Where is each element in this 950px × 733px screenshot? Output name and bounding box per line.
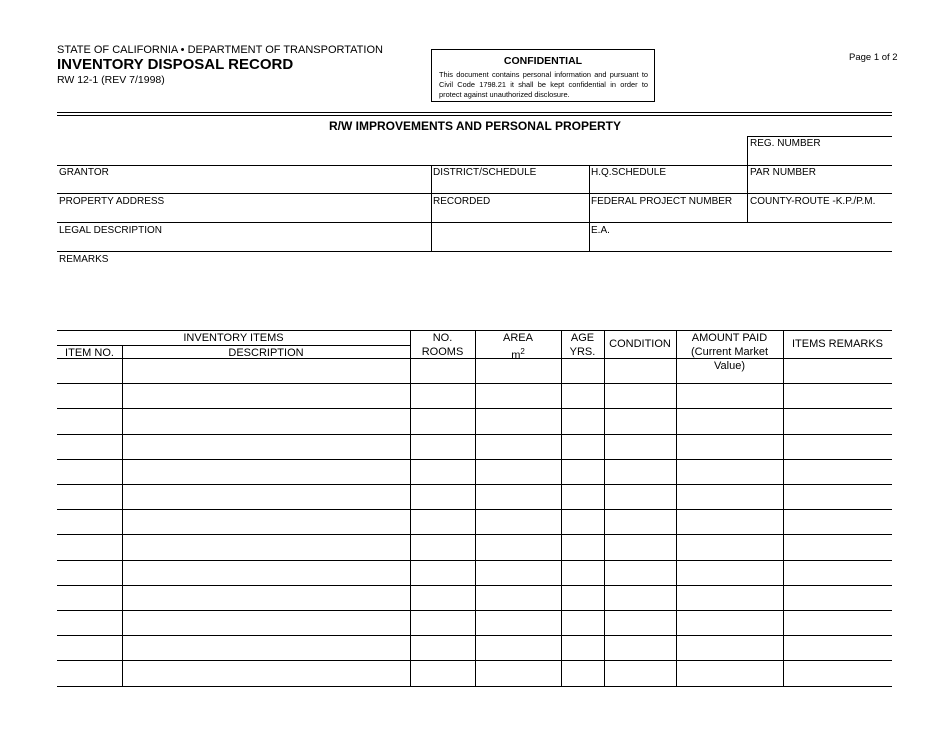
col-no-label: NO. bbox=[432, 332, 453, 344]
page-number: Page 1 of 2 bbox=[849, 52, 898, 63]
form-title: INVENTORY DISPOSAL RECORD bbox=[57, 56, 294, 73]
col-amount-paid bbox=[676, 331, 783, 373]
form-number: RW 12-1 (REV 7/1998) bbox=[57, 74, 165, 86]
divider-top bbox=[57, 112, 892, 113]
col-condition: CONDITION bbox=[609, 338, 671, 350]
agency-name: STATE OF CALIFORNIA • DEPARTMENT OF TRANSPORTATION bbox=[57, 44, 383, 56]
confidential-box bbox=[431, 49, 655, 102]
reg-number-field[interactable]: REG. NUMBER bbox=[750, 138, 821, 149]
table-row bbox=[57, 408, 892, 409]
confidential-text: This document contains personal information and pursuant to Civil Code 1798.21 it shall be kept confidential in order to protect against unauthorized disclosure. bbox=[439, 70, 648, 99]
section-title: R/W IMPROVEMENTS AND PERSONAL PROPERTY bbox=[328, 119, 622, 133]
district-schedule-field[interactable]: DISTRICT/SCHEDULE bbox=[433, 167, 537, 178]
col-item-no: ITEM NO. bbox=[65, 347, 114, 359]
table-row bbox=[57, 610, 892, 611]
col-area-unit: $m^2$ bbox=[511, 347, 525, 362]
grantor-field[interactable]: GRANTOR bbox=[59, 167, 109, 178]
recorded-field[interactable]: RECORDED bbox=[433, 196, 491, 207]
table-row bbox=[57, 509, 892, 510]
table-row bbox=[57, 660, 892, 661]
hq-schedule-field[interactable]: H.Q.SCHEDULE bbox=[591, 167, 667, 178]
col-items-remarks: ITEMS REMARKS bbox=[791, 338, 884, 350]
table-row bbox=[57, 635, 892, 636]
table-row bbox=[57, 686, 892, 687]
col-age-label: AGE bbox=[570, 332, 595, 344]
col-yrs-label: YRS. bbox=[569, 346, 596, 358]
col-description: DESCRIPTION bbox=[228, 347, 304, 359]
col-current-market-value: (Current Market Value) bbox=[690, 346, 769, 372]
table-row bbox=[57, 534, 892, 535]
table-row bbox=[57, 459, 892, 460]
col-amount-paid-label: AMOUNT PAID bbox=[691, 332, 768, 344]
col-rooms-label: ROOMS bbox=[421, 346, 464, 358]
table-row bbox=[57, 585, 892, 586]
confidential-title: CONFIDENTIAL bbox=[503, 55, 583, 67]
table-row bbox=[57, 560, 892, 561]
county-route-field[interactable]: COUNTY-ROUTE -K.P./P.M. bbox=[750, 196, 876, 207]
col-area-label: AREA bbox=[503, 332, 533, 344]
federal-project-number-field[interactable]: FEDERAL PROJECT NUMBER bbox=[591, 196, 733, 207]
col-inventory-items: INVENTORY ITEMS bbox=[183, 332, 284, 344]
par-number-field[interactable]: PAR NUMBER bbox=[750, 167, 816, 178]
property-address-field[interactable]: PROPERTY ADDRESS bbox=[59, 196, 165, 207]
table-row bbox=[57, 434, 892, 435]
remarks-field[interactable]: REMARKS bbox=[59, 254, 109, 265]
col-area bbox=[475, 331, 561, 363]
col-no-rooms bbox=[410, 331, 475, 359]
table-row bbox=[57, 383, 892, 384]
col-age-yrs bbox=[561, 331, 604, 359]
divider-top-2 bbox=[57, 115, 892, 116]
legal-description-field[interactable]: LEGAL DESCRIPTION bbox=[59, 225, 162, 236]
table-row bbox=[57, 484, 892, 485]
ea-field[interactable]: E.A. bbox=[591, 225, 610, 236]
